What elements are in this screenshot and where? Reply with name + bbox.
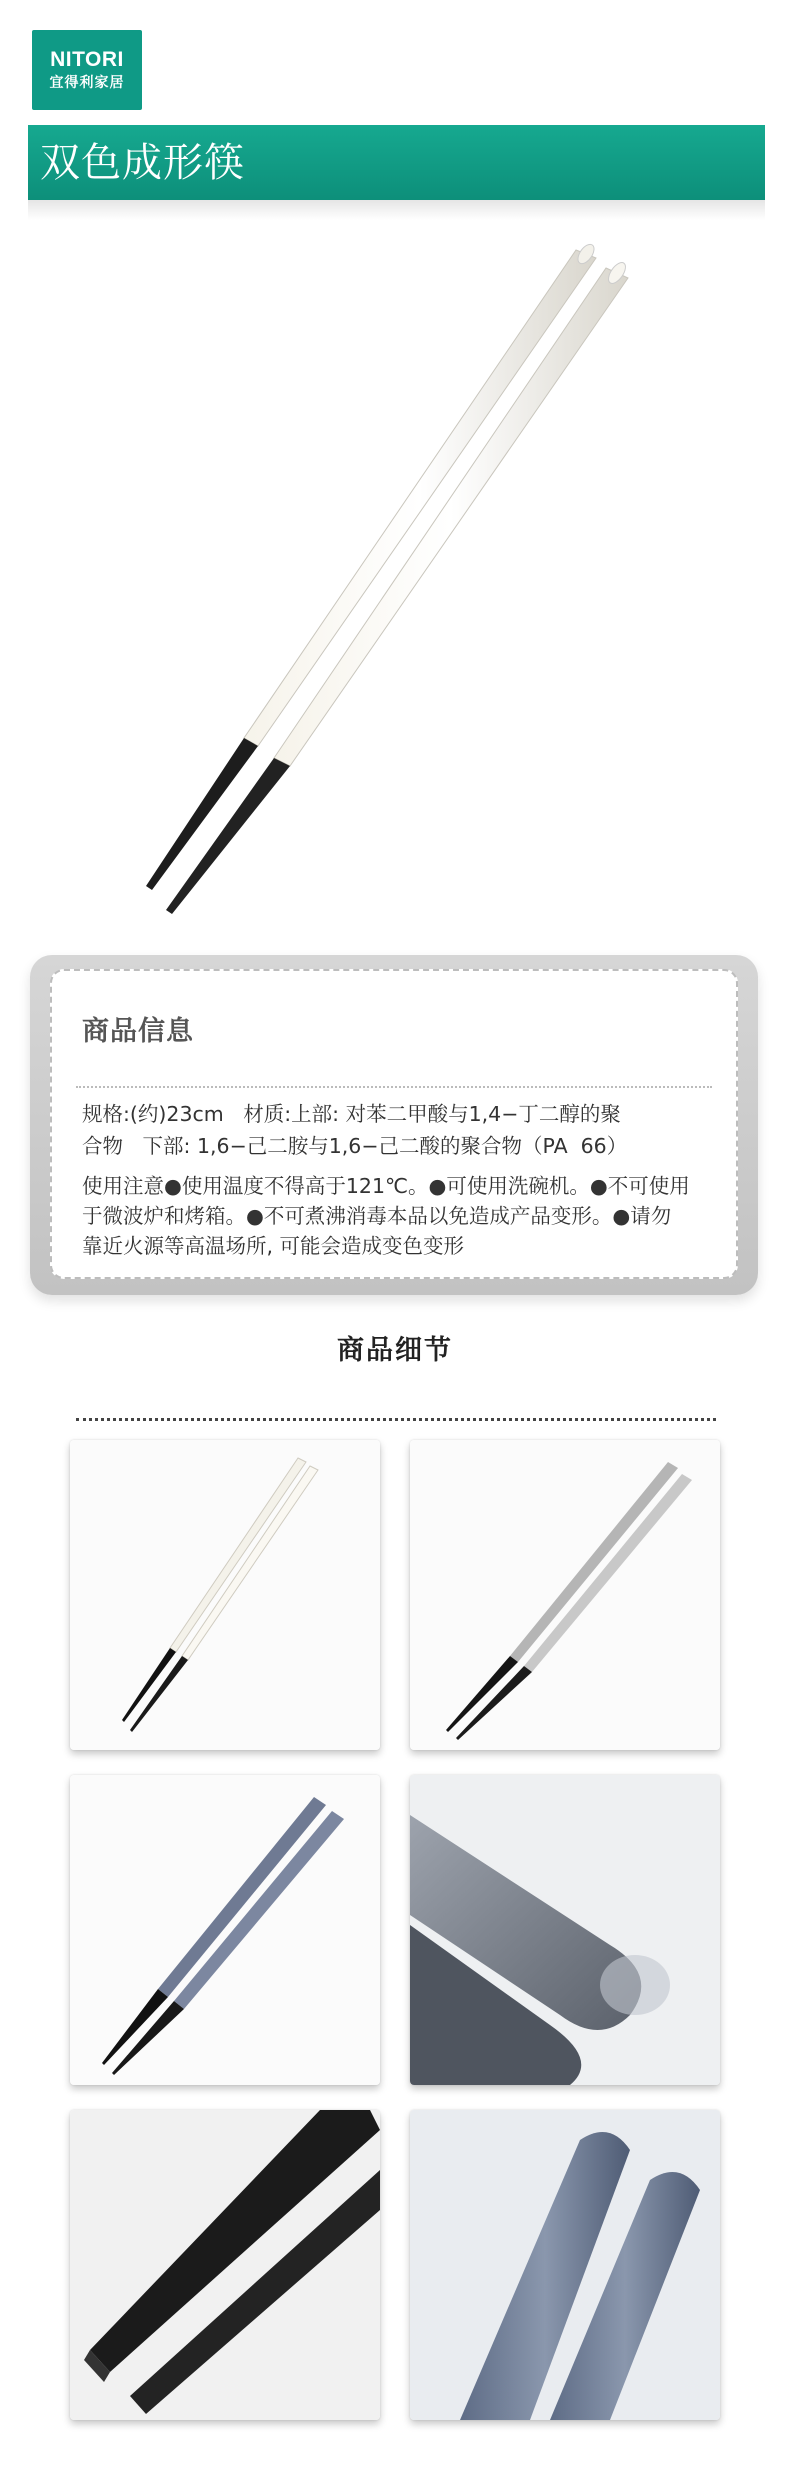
detail-image-black-closeup — [70, 2110, 380, 2420]
details-heading: 商品细节 — [337, 1335, 453, 1366]
detail-image-grey — [410, 1440, 720, 1750]
product-info-inner — [50, 969, 738, 1279]
chopsticks-blue-icon — [70, 1775, 380, 2085]
details-divider — [76, 1418, 716, 1421]
logo-subtext: 宜得利家居 — [49, 75, 125, 91]
page-title: 双色成形筷 — [40, 140, 245, 186]
logo-text: NITORI — [50, 48, 124, 71]
spec-line-2: 合物 下部: 1,6−己二胺与1,6−己二酸的聚合物（PA 66） — [82, 1134, 628, 1158]
detail-image-tips-closeup — [410, 1775, 720, 2085]
chopstick-tips-closeup-icon — [410, 1775, 720, 2085]
product-image-chopsticks — [0, 210, 790, 940]
detail-image-blue — [70, 1775, 380, 2085]
notice-line-1: 使用注意●使用温度不得高于121℃。●可使用洗碗机。●不可使用 — [82, 1174, 690, 1198]
nitori-logo[interactable] — [32, 30, 142, 110]
detail-image-blue-closeup — [410, 2110, 720, 2420]
info-heading: 商品信息 — [82, 1016, 194, 1047]
chopstick-front — [166, 260, 629, 914]
notice-line-2: 于微波炉和烤箱。●不可煮沸消毒本品以免造成产品变形。●请勿 — [82, 1204, 672, 1228]
notice-line-3: 靠近火源等高温场所, 可能会造成变色变形 — [82, 1234, 465, 1258]
black-tips-closeup-icon — [70, 2110, 380, 2420]
spec-line-1: 规格:(约)23cm 材质:上部: 对苯二甲酸与1,4−丁二醇的聚 — [82, 1102, 621, 1126]
chopsticks-white-icon — [70, 1440, 380, 1750]
chopsticks-grey-icon — [410, 1440, 720, 1750]
product-info-panel — [30, 955, 758, 1295]
detail-image-white — [70, 1440, 380, 1750]
blue-tips-closeup-icon — [410, 2110, 720, 2420]
info-divider — [76, 1086, 712, 1088]
title-banner — [28, 125, 765, 200]
chopstick-back — [146, 242, 597, 890]
